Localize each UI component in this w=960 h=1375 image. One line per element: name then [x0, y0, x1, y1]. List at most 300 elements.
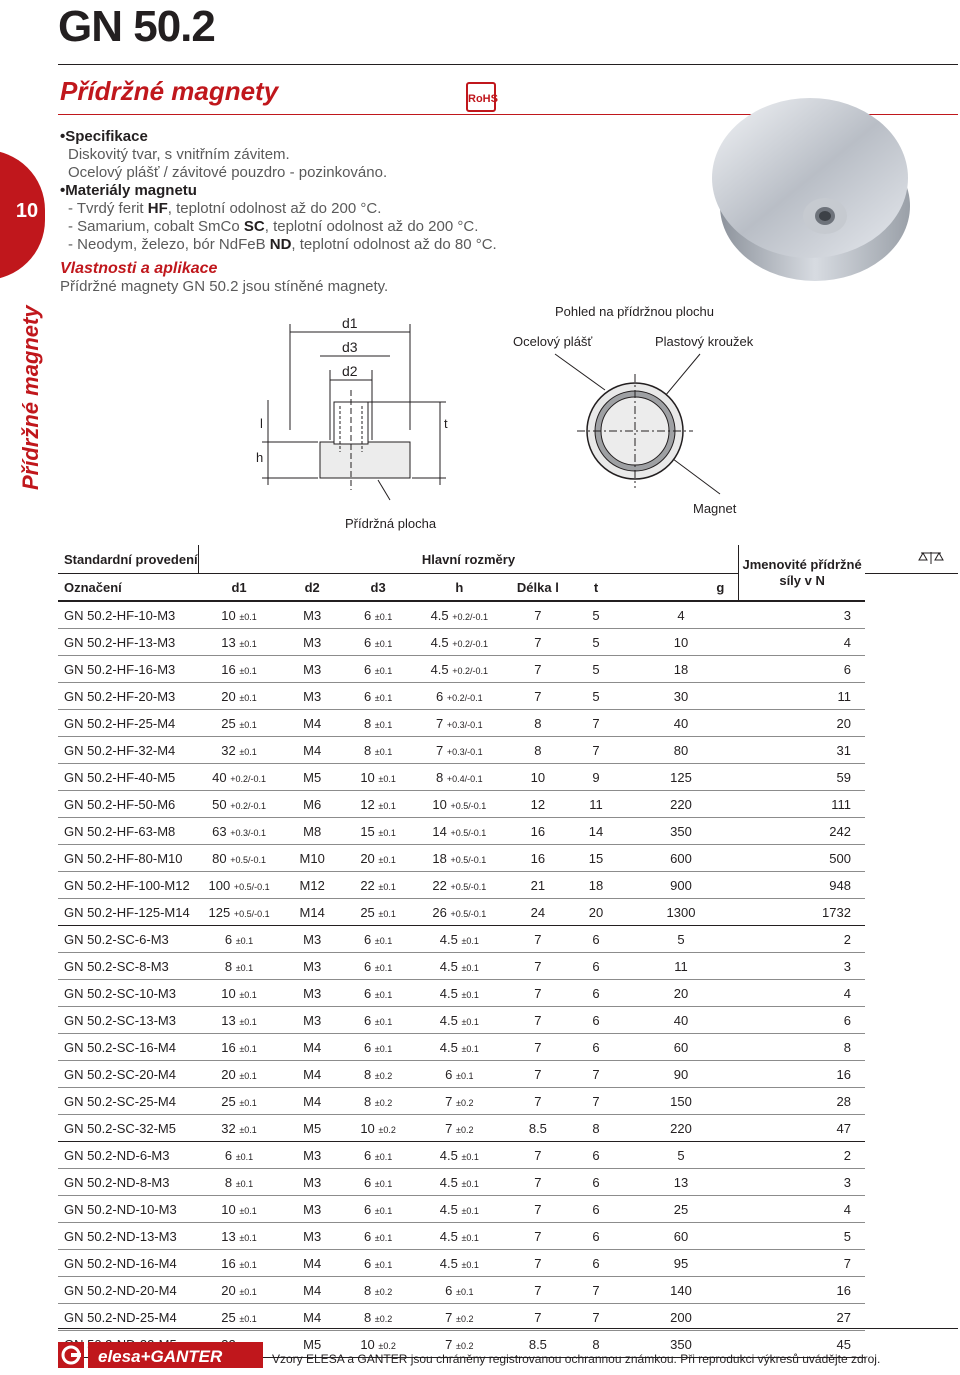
value: 18 [588, 877, 604, 893]
dim-t: t [444, 416, 448, 431]
value: 4 [843, 634, 851, 650]
materials-heading: •Materiály magnetu [60, 182, 197, 199]
cell-code [58, 791, 198, 818]
header-main-dimensions: Hlavní rozměry [198, 545, 739, 574]
value: 8 [534, 715, 542, 731]
cell-weight [739, 656, 865, 683]
cell-force [623, 1061, 739, 1088]
value: 5 [592, 634, 600, 650]
tolerance: ±0.1 [374, 746, 393, 757]
tolerance: ±0.2 [456, 1097, 474, 1108]
cell-t [569, 1034, 623, 1061]
table-row [58, 1142, 958, 1169]
cell-length [507, 1250, 569, 1277]
tolerance: +0.5/-0.1 [450, 827, 487, 838]
cell-h [412, 953, 507, 980]
tolerance: ±0.1 [461, 1205, 479, 1216]
cell-d3 [344, 1061, 411, 1088]
value: 150 [670, 1093, 692, 1109]
value: GN 50.2-SC-13-M3 [64, 1012, 176, 1028]
value: 8 [224, 958, 233, 974]
tolerance: ±0.1 [456, 1070, 474, 1081]
value: 8 [363, 1282, 372, 1298]
value: GN 50.2-SC-8-M3 [64, 958, 169, 974]
table-row [58, 953, 958, 980]
value: 7 [534, 1309, 542, 1325]
value: 45 [836, 1336, 851, 1352]
cell-d2 [280, 791, 344, 818]
tolerance: ±0.1 [239, 1313, 257, 1324]
tolerance: ±0.1 [239, 1259, 257, 1270]
header-standard: Standardní provedení [58, 545, 198, 574]
table-body [58, 601, 958, 1358]
tolerance: +0.5/-0.1 [450, 881, 487, 892]
tolerance: ±0.1 [239, 1016, 257, 1027]
value: 6 [592, 1174, 600, 1190]
cell-length [507, 656, 569, 683]
cell-d3 [344, 818, 411, 845]
cell-code [58, 656, 198, 683]
tolerance: ±0.1 [235, 935, 254, 946]
value: 10 [360, 1336, 375, 1352]
chapter-label: Přídržné magnety [18, 305, 43, 490]
tolerance: ±0.1 [374, 1178, 393, 1189]
cell-length [507, 1277, 569, 1304]
cell-code [58, 953, 198, 980]
value: 8.5 [528, 1120, 547, 1136]
cell-t [569, 737, 623, 764]
value: M5 [303, 1120, 322, 1136]
table-row [58, 899, 958, 926]
cell-h [412, 710, 507, 737]
value: 16 [530, 850, 546, 866]
value: 140 [670, 1282, 692, 1298]
cell-code [58, 1304, 198, 1331]
table-row [58, 1115, 958, 1142]
cell-d1 [198, 1061, 280, 1088]
tolerance: ±0.1 [378, 881, 396, 892]
value: 16 [530, 823, 546, 839]
value: 8 [592, 1336, 600, 1352]
value: 8 [363, 715, 372, 731]
value: 7 [592, 1066, 600, 1082]
value: 25 [221, 1309, 236, 1325]
value: 4.5 [439, 931, 458, 947]
cell-d2 [280, 1034, 344, 1061]
cell-d1 [198, 1007, 280, 1034]
value: 125 [670, 769, 692, 785]
cell-d2 [280, 710, 344, 737]
col-t: t [569, 574, 623, 602]
tolerance: ±0.1 [374, 1151, 393, 1162]
value: 8.5 [528, 1336, 547, 1352]
value: M4 [303, 742, 322, 758]
value: 15 [360, 823, 375, 839]
tolerance: ±0.1 [239, 719, 257, 730]
tolerance: ±0.1 [461, 1178, 479, 1189]
value: 500 [829, 850, 851, 866]
value: 6 [363, 607, 372, 623]
cell-code [58, 1223, 198, 1250]
cell-h [412, 1250, 507, 1277]
value: 25 [221, 715, 236, 731]
value: 11 [837, 688, 851, 704]
tolerance: ±0.1 [239, 665, 257, 676]
cell-code [58, 764, 198, 791]
value: M14 [299, 904, 325, 920]
value: 5 [677, 931, 685, 947]
cell-code [58, 1034, 198, 1061]
value: M3 [303, 1201, 322, 1217]
tolerance: ±0.2 [456, 1124, 474, 1135]
value: 80 [673, 742, 689, 758]
col-d3: d3 [344, 574, 411, 602]
value: 220 [670, 796, 692, 812]
value: 3 [843, 607, 851, 623]
value: 7 [592, 1093, 600, 1109]
value: 4 [677, 607, 685, 623]
value: 25 [360, 904, 375, 920]
cell-d2 [280, 818, 344, 845]
dimensions-table-wrap [58, 545, 958, 1358]
value: 6 [363, 985, 372, 1001]
cell-d1 [198, 1223, 280, 1250]
value: 6 [363, 1147, 372, 1163]
value: 7 [534, 1174, 542, 1190]
value: 7 [534, 1228, 542, 1244]
value: 30 [673, 688, 689, 704]
value: 16 [221, 1255, 236, 1271]
cell-d3 [344, 1304, 411, 1331]
value: 8 [224, 1174, 233, 1190]
value: 4.5 [439, 1228, 458, 1244]
value: GN 50.2-SC-25-M4 [64, 1093, 176, 1109]
value: 95 [673, 1255, 689, 1271]
cell-d2 [280, 1277, 344, 1304]
tolerance: ±0.2 [456, 1340, 474, 1351]
cell-h [412, 791, 507, 818]
tolerance: +0.2/-0.1 [452, 638, 489, 649]
value: GN 50.2-HF-25-M4 [64, 715, 176, 731]
value: 7 [534, 1201, 542, 1217]
cell-weight [739, 1061, 865, 1088]
tolerance: ±0.1 [374, 665, 393, 676]
tolerance: ±0.1 [378, 854, 396, 865]
cell-weight [739, 980, 865, 1007]
cell-d3 [344, 899, 411, 926]
cell-weight [739, 1088, 865, 1115]
cell-t [569, 872, 623, 899]
value: 13 [221, 1228, 236, 1244]
cell-h [412, 1196, 507, 1223]
col-code: Označení [58, 574, 198, 602]
cell-d3 [344, 980, 411, 1007]
value: 7 [436, 715, 444, 731]
cell-t [569, 953, 623, 980]
value: 6 [592, 1039, 600, 1055]
value: 7 [445, 1309, 453, 1325]
table-row [58, 1250, 958, 1277]
specifications [60, 128, 520, 296]
tolerance: ±0.1 [235, 1151, 254, 1162]
cell-h [412, 737, 507, 764]
cell-weight [739, 1034, 865, 1061]
cell-weight [739, 629, 865, 656]
value: 25 [221, 1093, 236, 1109]
tolerance: ±0.1 [374, 1016, 393, 1027]
tolerance: ±0.2 [374, 1097, 393, 1108]
cell-h [412, 764, 507, 791]
cell-d2 [280, 764, 344, 791]
cell-d3 [344, 737, 411, 764]
value: 5 [677, 1147, 685, 1163]
cell-force [623, 1034, 739, 1061]
cell-force [623, 1304, 739, 1331]
table-row [58, 764, 958, 791]
value: 6 [592, 1012, 600, 1028]
value: GN 50.2-SC-6-M3 [64, 931, 169, 947]
cell-t [569, 1088, 623, 1115]
value: GN 50.2-SC-32-M5 [64, 1120, 176, 1136]
material-line: - Samarium, cobalt SmCo SC, teplotní odolnost až do 200 °C. [68, 218, 479, 235]
props-heading: Vlastnosti a aplikace [60, 260, 218, 277]
tolerance: +0.3/-0.1 [230, 827, 266, 838]
value: 3 [843, 1174, 851, 1190]
cell-d1 [198, 629, 280, 656]
value: 6 [592, 1255, 600, 1271]
scale-icon [865, 545, 958, 574]
value: 1732 [822, 904, 851, 920]
cell-h [412, 845, 507, 872]
cell-weight [739, 845, 865, 872]
cell-d3 [344, 926, 411, 953]
value: 4.5 [430, 607, 449, 623]
value: 6 [843, 1012, 851, 1028]
tolerance: ±0.1 [239, 1205, 257, 1216]
value: 6 [363, 688, 372, 704]
table-row [58, 710, 958, 737]
cell-force [623, 791, 739, 818]
value: 6 [363, 1255, 372, 1271]
cell-d3 [344, 683, 411, 710]
steel-housing-label: Ocelový plášť [513, 334, 593, 349]
cell-length [507, 601, 569, 629]
value: 14 [588, 823, 604, 839]
value: 13 [221, 1012, 236, 1028]
value: M3 [303, 1228, 322, 1244]
value: M3 [303, 1174, 322, 1190]
cell-d2 [280, 872, 344, 899]
value: 7 [534, 634, 542, 650]
cell-d2 [280, 601, 344, 629]
rohs-badge: RoHS [466, 82, 496, 112]
cell-code [58, 683, 198, 710]
value: 32 [221, 742, 236, 758]
cell-force [623, 845, 739, 872]
cell-length [507, 1142, 569, 1169]
cell-force [623, 1007, 739, 1034]
value: 7 [843, 1255, 851, 1271]
value: 10 [432, 796, 447, 812]
cell-d1 [198, 1115, 280, 1142]
brand-logo [58, 1340, 263, 1370]
value: M4 [303, 1282, 322, 1298]
cell-weight [739, 683, 865, 710]
cell-code [58, 601, 198, 629]
value: 6 [224, 931, 233, 947]
cell-h [412, 683, 507, 710]
cell-length [507, 1169, 569, 1196]
cell-d1 [198, 953, 280, 980]
cell-d3 [344, 1169, 411, 1196]
value: 6 [592, 958, 600, 974]
col-g: g [623, 574, 739, 602]
cell-d2 [280, 953, 344, 980]
cell-d1 [198, 926, 280, 953]
table-row [58, 1304, 958, 1331]
value: GN 50.2-ND-20-M4 [64, 1282, 177, 1298]
value: 11 [674, 958, 688, 974]
value: GN 50.2-ND-8-M3 [64, 1174, 170, 1190]
value: M10 [299, 850, 325, 866]
value: M4 [303, 1093, 322, 1109]
value: 8 [436, 769, 444, 785]
cell-code [58, 1142, 198, 1169]
cell-weight [739, 1250, 865, 1277]
cell-d3 [344, 791, 411, 818]
value: GN 50.2-HF-10-M3 [64, 607, 176, 623]
cell-weight [739, 1223, 865, 1250]
cell-d3 [344, 764, 411, 791]
value: 16 [836, 1282, 851, 1298]
value: 6 [592, 1201, 600, 1217]
props-text: Přídržné magnety GN 50.2 jsou stíněné magnety. [60, 278, 389, 295]
cell-d1 [198, 1142, 280, 1169]
cell-force [623, 601, 739, 629]
value: 7 [534, 1039, 542, 1055]
value: 31 [836, 742, 851, 758]
cell-weight [739, 1196, 865, 1223]
tolerance: ±0.1 [235, 962, 254, 973]
value: 80 [212, 850, 227, 866]
value: 6 [363, 634, 372, 650]
value: 111 [831, 796, 851, 812]
value: 8 [534, 742, 542, 758]
cell-weight [739, 1169, 865, 1196]
cell-d2 [280, 980, 344, 1007]
chapter-label-wrap [18, 300, 58, 500]
cell-force [623, 1169, 739, 1196]
cell-t [569, 1223, 623, 1250]
cell-d1 [198, 872, 280, 899]
value: 4 [843, 1201, 851, 1217]
value: 4.5 [439, 1147, 458, 1163]
cell-d2 [280, 1304, 344, 1331]
cell-d1 [198, 601, 280, 629]
cell-t [569, 899, 623, 926]
tolerance: ±0.1 [239, 746, 257, 757]
value: 6 [592, 1147, 600, 1163]
value: M4 [303, 715, 322, 731]
cell-d1 [198, 899, 280, 926]
value: M3 [303, 985, 322, 1001]
value: 15 [588, 850, 604, 866]
value: GN 50.2-SC-10-M3 [64, 985, 176, 1001]
cell-h [412, 1115, 507, 1142]
cell-h [412, 899, 507, 926]
cell-code [58, 737, 198, 764]
cell-d1 [198, 791, 280, 818]
table-row [58, 926, 958, 953]
value: 4.5 [439, 1012, 458, 1028]
cell-d3 [344, 1115, 411, 1142]
cell-d3 [344, 872, 411, 899]
table-row [58, 629, 958, 656]
cell-weight [739, 872, 865, 899]
value: 4.5 [439, 958, 458, 974]
tolerance: ±0.1 [378, 827, 396, 838]
cell-code [58, 1250, 198, 1277]
cell-d3 [344, 1142, 411, 1169]
cell-force [623, 953, 739, 980]
cell-t [569, 791, 623, 818]
tolerance: ±0.1 [374, 638, 393, 649]
cell-code [58, 1007, 198, 1034]
cell-code [58, 899, 198, 926]
tolerance: ±0.1 [239, 1286, 257, 1297]
value: 6 [363, 661, 372, 677]
col-l: Délka l [507, 574, 569, 602]
table-row [58, 737, 958, 764]
cell-d1 [198, 980, 280, 1007]
value: GN 50.2-SC-16-M4 [64, 1039, 176, 1055]
value: 8 [363, 742, 372, 758]
cell-force [623, 1277, 739, 1304]
svg-text:elesa+GANTER: elesa+GANTER [98, 1347, 223, 1366]
tolerance: ±0.1 [378, 800, 396, 811]
value: M5 [303, 769, 322, 785]
cell-d2 [280, 737, 344, 764]
cell-weight [739, 791, 865, 818]
chapter-number: 10 [15, 200, 39, 222]
cell-force [623, 710, 739, 737]
value: 32 [221, 1120, 236, 1136]
value: 12 [530, 796, 546, 812]
value: M6 [303, 796, 322, 812]
dim-h: h [256, 450, 264, 465]
value: 6 [363, 1201, 372, 1217]
cell-d1 [198, 818, 280, 845]
cell-d1 [198, 1196, 280, 1223]
tolerance: ±0.1 [239, 1097, 257, 1108]
value: 4.5 [439, 985, 458, 1001]
cell-d3 [344, 1277, 411, 1304]
cell-h [412, 1277, 507, 1304]
tolerance: ±0.1 [461, 962, 479, 973]
cell-weight [739, 710, 865, 737]
cell-length [507, 926, 569, 953]
cell-t [569, 601, 623, 629]
cell-weight [739, 1304, 865, 1331]
cell-h [412, 601, 507, 629]
cell-force [623, 1196, 739, 1223]
tolerance: ±0.1 [239, 638, 257, 649]
cell-length [507, 1007, 569, 1034]
value: 900 [670, 877, 692, 893]
cell-d2 [280, 1169, 344, 1196]
value: 6 [363, 1012, 372, 1028]
value: 6 [843, 661, 851, 677]
